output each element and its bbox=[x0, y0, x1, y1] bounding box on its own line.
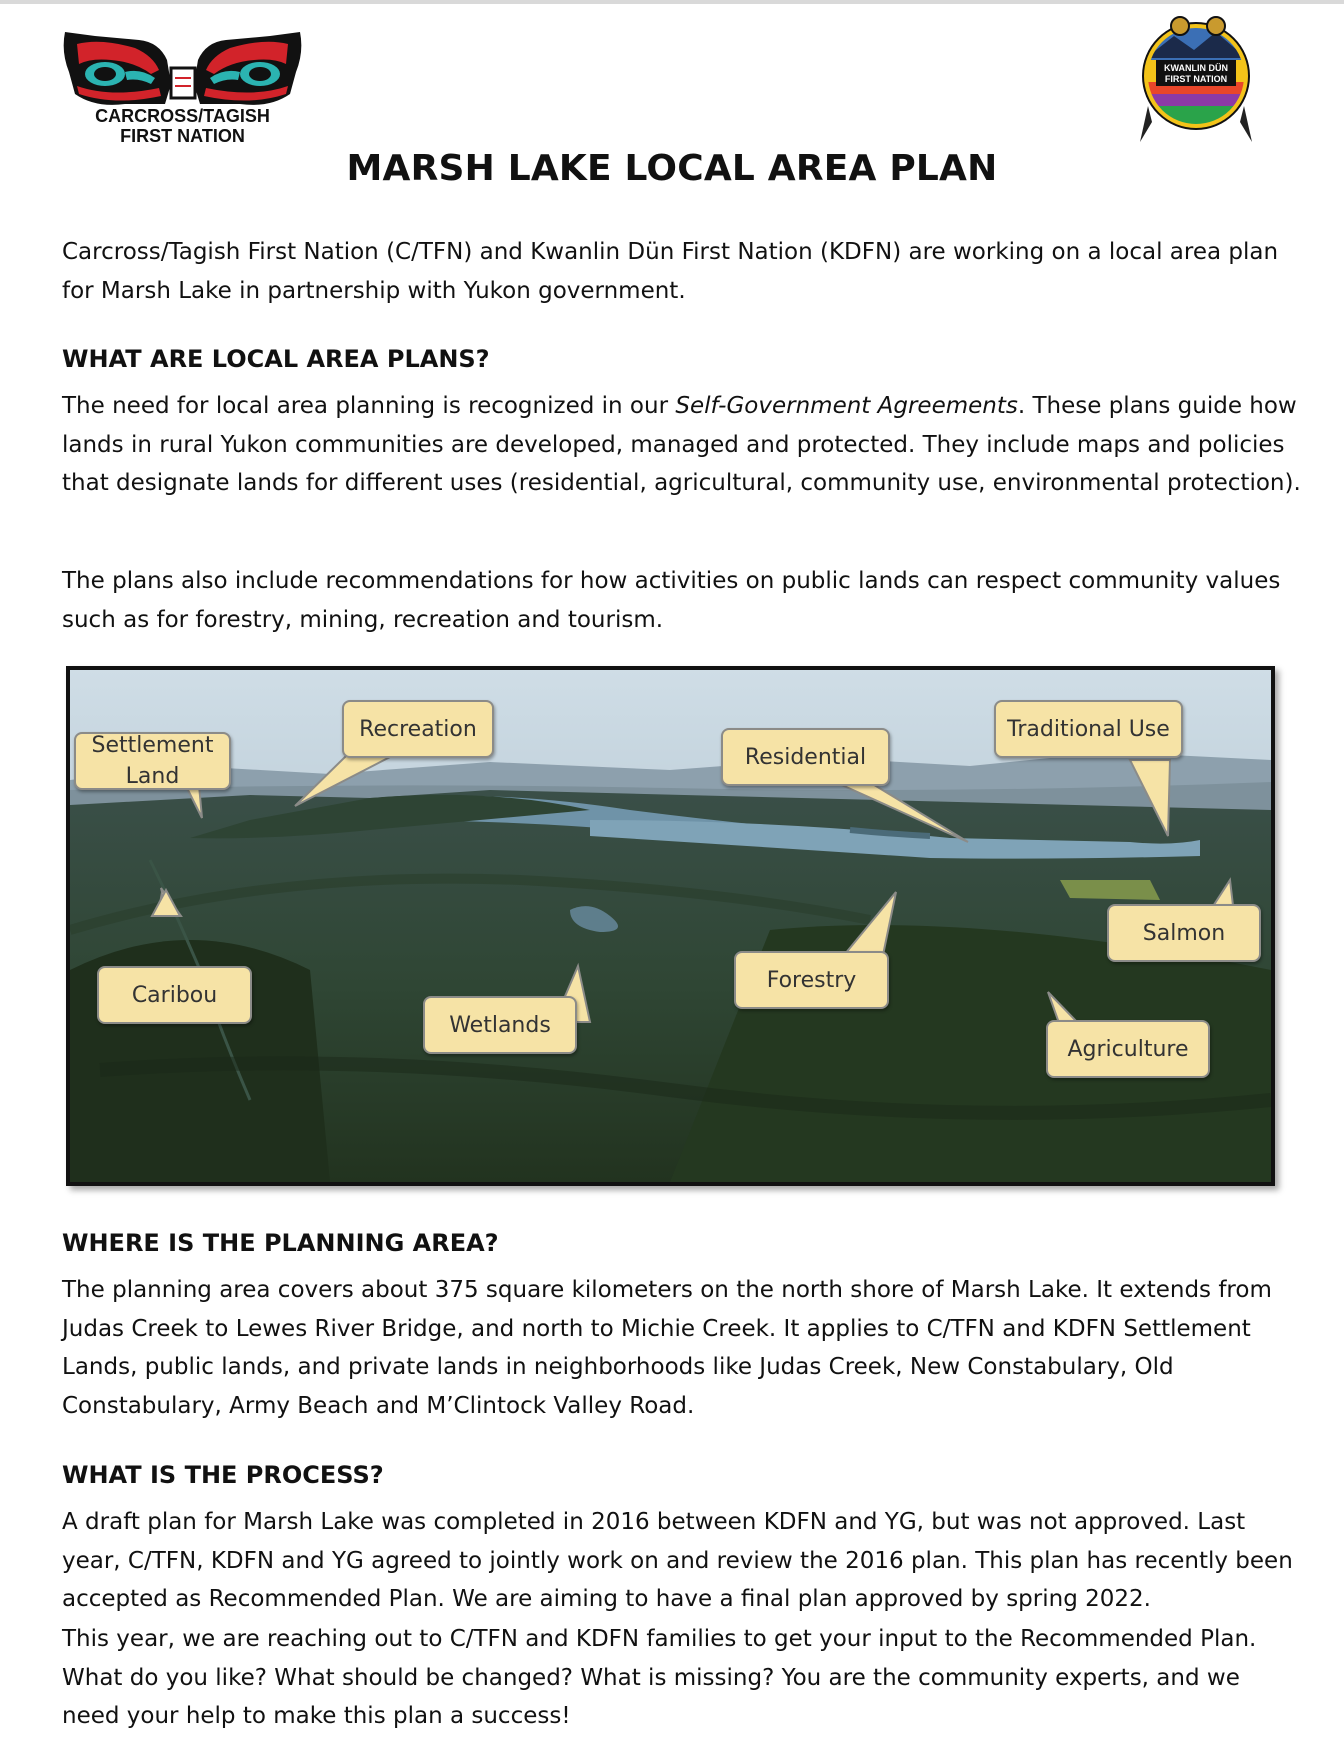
page-top-border bbox=[0, 0, 1344, 4]
process-paragraph-1: A draft plan for Marsh Lake was completed in 2016 between KDFN and YG, but was not approved. Last year, C/TFN, KDFN and YG agreed to jointly work on and review the 2016 plan. This plan has recently been accepted as Recommended Plan. We are aiming to have a final plan approved by spring 2022. bbox=[62, 1509, 1293, 1612]
ctfn-logo-line1: CARCROSS/TAGISH bbox=[95, 106, 270, 126]
callout-residential: Residential bbox=[721, 728, 890, 786]
local-area-plans-paragraph bbox=[62, 387, 1302, 503]
lap-text-start: The need for local area planning is recognized in our bbox=[62, 393, 676, 419]
callout-agriculture: Agriculture bbox=[1046, 1020, 1210, 1078]
callout-settlement-land bbox=[74, 732, 231, 790]
callout-wetlands: Wetlands bbox=[423, 996, 577, 1054]
page-title: MARSH LAKE LOCAL AREA PLAN bbox=[346, 148, 998, 189]
ctfn-logo-line2: FIRST NATION bbox=[120, 126, 245, 146]
section-heading-process: WHAT IS THE PROCESS? bbox=[62, 1461, 384, 1489]
intro-paragraph: Carcross/Tagish First Nation (C/TFN) and Kwanlin Dün First Nation (KDFN) are working on a local area plan for Marsh Lake in partnership with Yukon government. bbox=[62, 239, 1279, 304]
process-paragraph-2: This year, we are reaching out to C/TFN and KDFN families to get your input to the Recommended Plan. What do you like? What should be changed? What is missing? You are the community experts, and we need your help to make this plan a success! bbox=[62, 1626, 1257, 1729]
callout-settlement-land-text: Settlement Land bbox=[91, 733, 214, 789]
callout-salmon: Salmon bbox=[1107, 904, 1261, 962]
section-heading-local-area-plans: WHAT ARE LOCAL AREA PLANS? bbox=[62, 345, 490, 373]
plans-recommendations-paragraph: The plans also include recommendations for how activities on public lands can respect community values such as for forestry, mining, recreation and tourism. bbox=[62, 568, 1281, 633]
callout-traditional-use: Traditional Use bbox=[994, 700, 1183, 758]
lap-text-end: . These plans guide how lands in rural Yukon communities are developed, managed and protected. They include maps and policies that designate lands for different uses (residential, agricultural, community use, environmental protection). bbox=[62, 393, 1301, 496]
callout-forestry: Forestry bbox=[734, 951, 889, 1009]
callout-caribou: Caribou bbox=[97, 966, 252, 1024]
planning-area-paragraph: The planning area covers about 375 square kilometers on the north shore of Marsh Lake. It extends from Judas Creek to Lewes River Bridge, and north to Michie Creek. It applies to C/TFN and KDFN Settlement Lands, public lands, and private lands in neighborhoods like Judas Creek, New Constabulary, Old Constabulary, Army Beach and M’Clintock Valley Road. bbox=[62, 1277, 1272, 1419]
callout-recreation: Recreation bbox=[342, 700, 494, 758]
aerial-photo bbox=[66, 666, 1275, 1186]
ctfn-logo-icon bbox=[55, 22, 310, 112]
section-heading-planning-area: WHERE IS THE PLANNING AREA? bbox=[62, 1229, 499, 1257]
ctfn-logo bbox=[55, 22, 310, 147]
kdfn-logo bbox=[1134, 10, 1266, 155]
kdfn-logo-line1: KWANLIN DÜN bbox=[1164, 63, 1228, 73]
kdfn-logo-icon bbox=[1134, 10, 1266, 155]
kdfn-logo-line2: FIRST NATION bbox=[1164, 74, 1228, 84]
self-government-agreements-text: Self-Government Agreements bbox=[675, 393, 1018, 419]
